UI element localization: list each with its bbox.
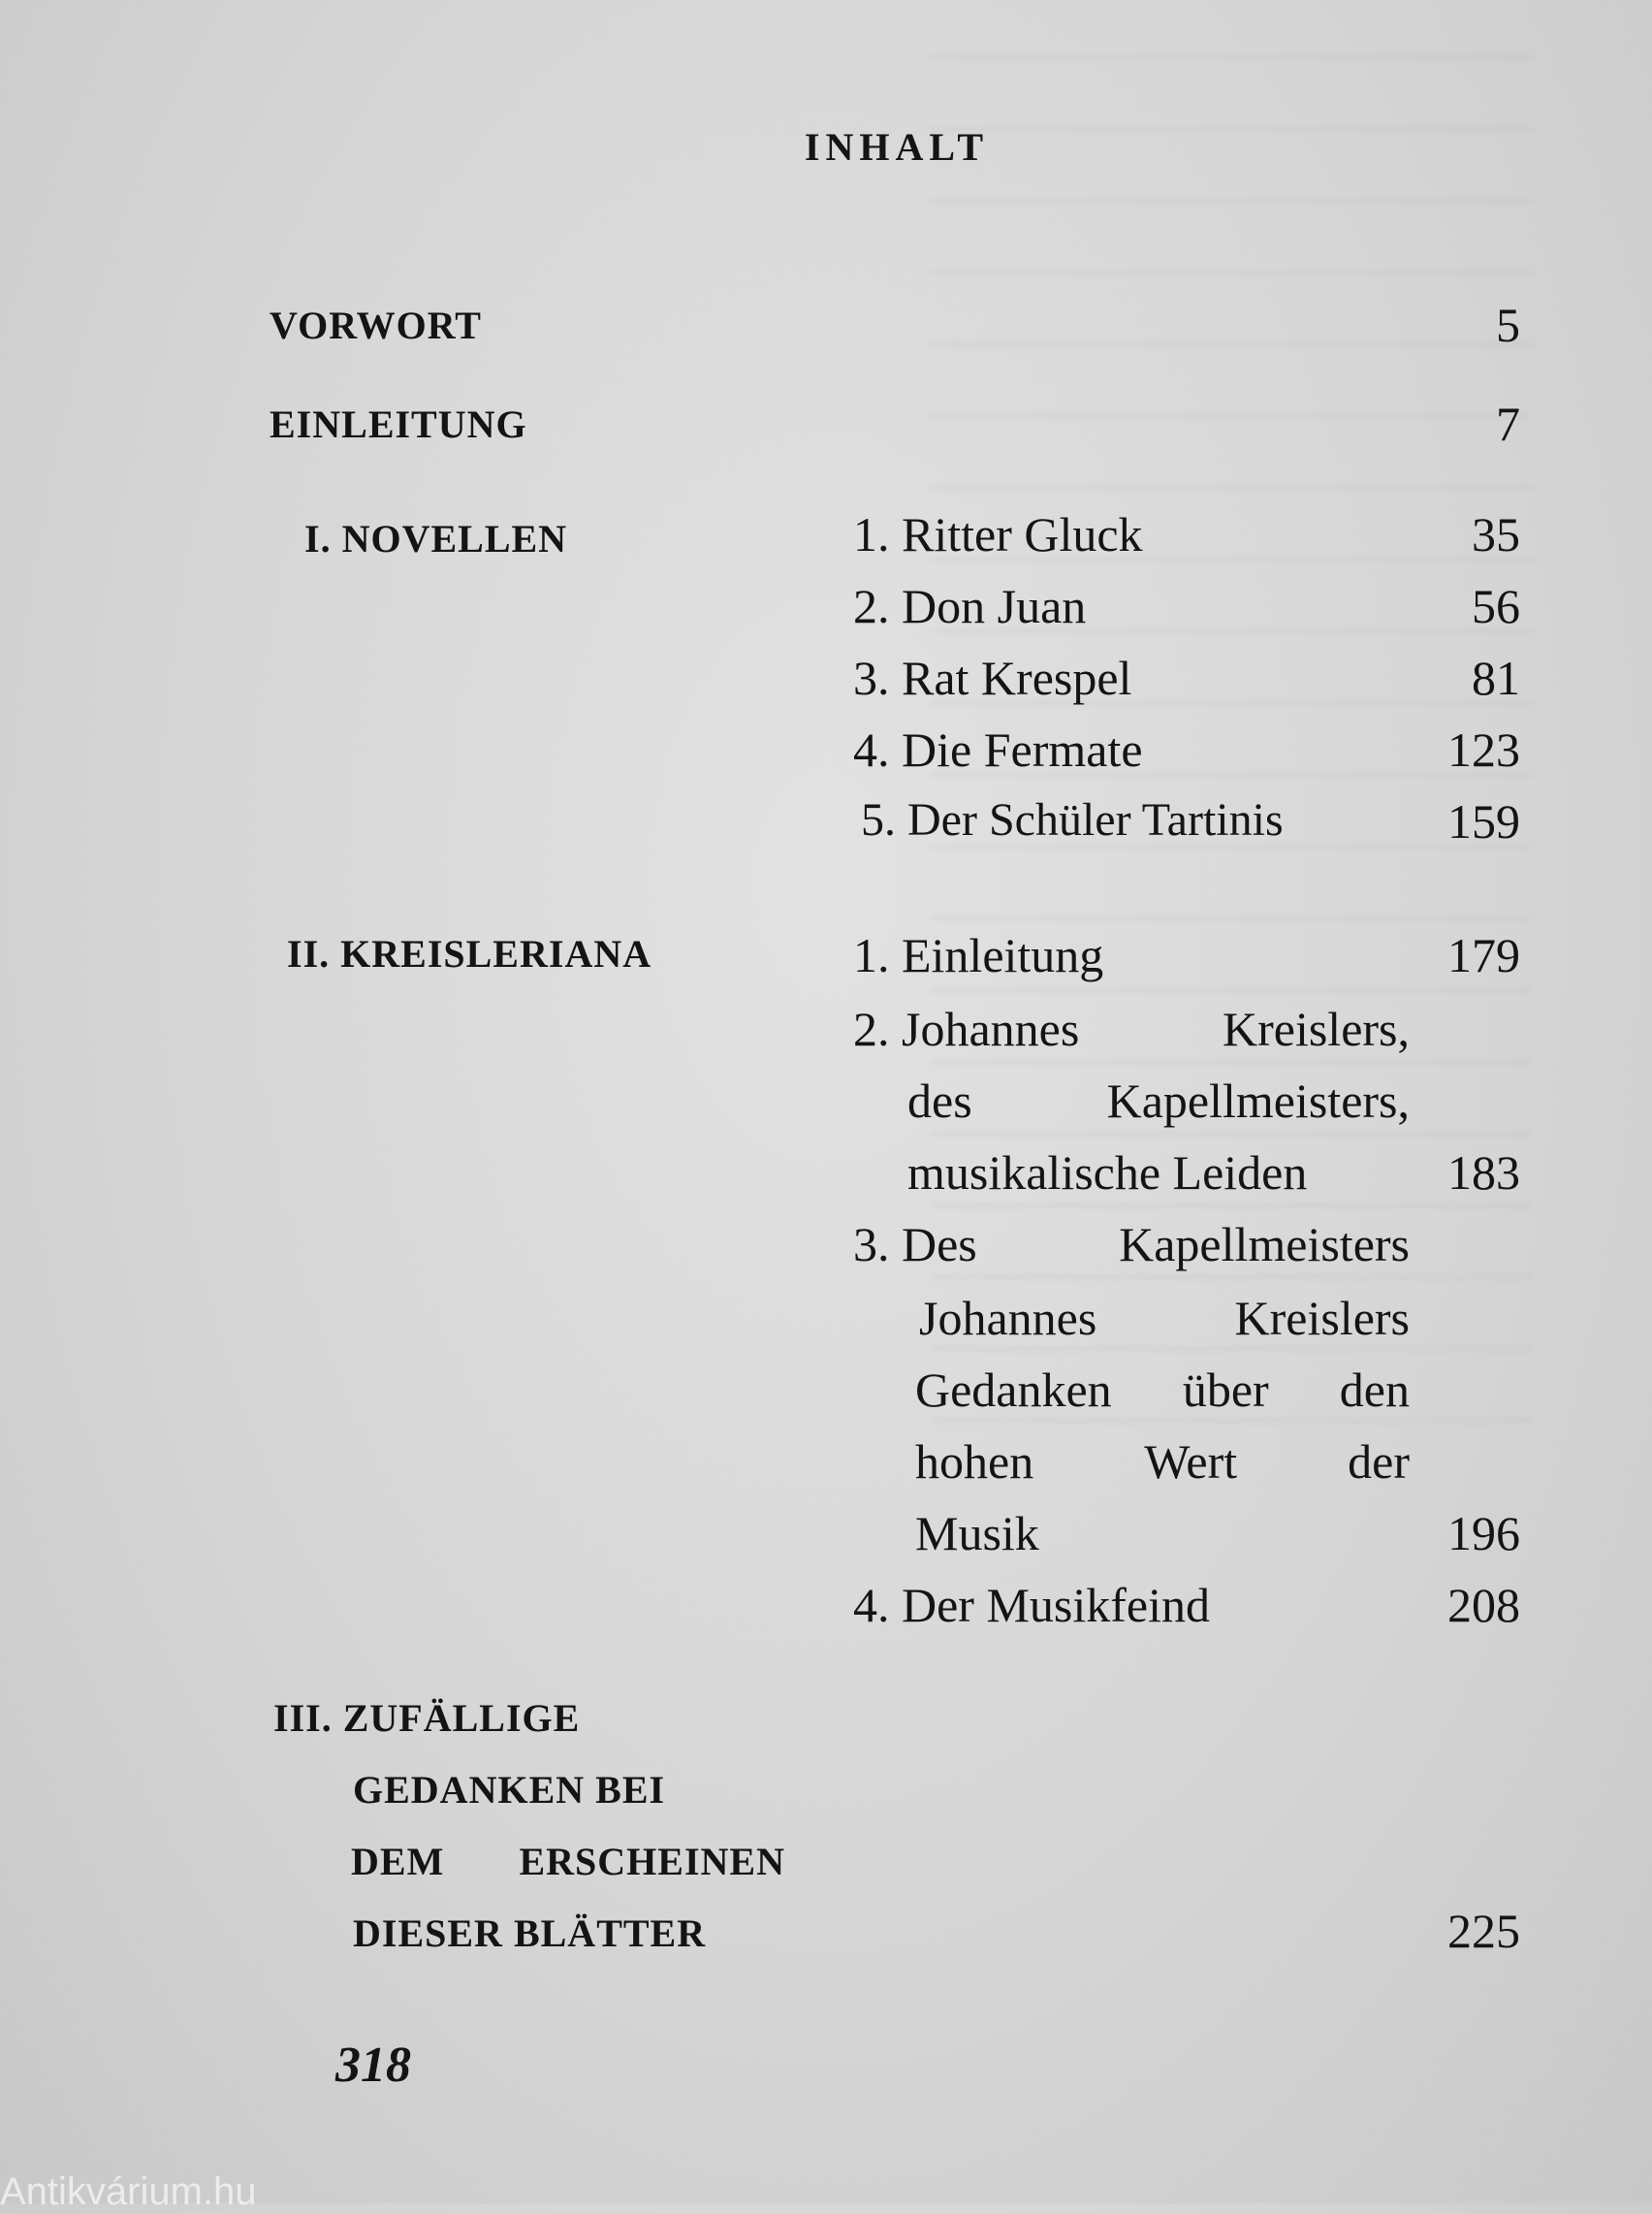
- text-fragment: hohen: [915, 1434, 1034, 1489]
- toc-item-gedanken-musik-line1: [853, 1216, 1410, 1272]
- toc-item-musikfeind-page: 208: [1447, 1578, 1520, 1632]
- toc-item-kreislers-leiden-line1: [853, 1001, 1410, 1057]
- toc-item-ritter-gluck-page: 35: [1472, 507, 1520, 562]
- page-title: INHALT: [804, 125, 990, 169]
- section-zufaellige-line2: GEDANKEN BEI: [353, 1768, 666, 1812]
- text-fragment: den: [1339, 1363, 1410, 1417]
- toc-item-gedanken-musik-line2: [919, 1290, 1410, 1346]
- toc-item-don-juan: 2. Don Juan: [853, 579, 1087, 633]
- text-fragment: der: [1348, 1434, 1410, 1489]
- text-fragment: Wert: [1144, 1434, 1238, 1489]
- text-fragment: ERSCHEINEN: [519, 1840, 785, 1883]
- watermark: Antikvárium.hu: [0, 2170, 257, 2213]
- section-kreisleriana-label: II. KREISLERIANA: [287, 932, 652, 976]
- toc-vorwort-page: 5: [1496, 298, 1520, 352]
- toc-item-rat-krespel: 3. Rat Krespel: [853, 651, 1132, 705]
- section-zufaellige-line4: DIESER BLÄTTER: [353, 1911, 707, 1955]
- text-fragment: Kapellmeisters: [1119, 1217, 1410, 1271]
- page-number: 318: [335, 2038, 411, 2093]
- text-fragment: Gedanken: [915, 1363, 1112, 1417]
- toc-item-ritter-gluck: 1. Ritter Gluck: [853, 507, 1143, 562]
- toc-item-die-fermate-page: 123: [1447, 722, 1520, 777]
- section-zufaellige-page: 225: [1447, 1904, 1520, 1958]
- toc-vorwort-label: VORWORT: [270, 304, 482, 347]
- toc-item-don-juan-page: 56: [1472, 579, 1520, 633]
- text-fragment: über: [1182, 1363, 1269, 1417]
- text-fragment: 3. Des: [853, 1217, 977, 1271]
- section-zufaellige-line3: [351, 1839, 785, 1884]
- toc-item-die-fermate: 4. Die Fermate: [853, 722, 1143, 777]
- toc-item-gedanken-musik-line5: Musik: [915, 1506, 1039, 1560]
- toc-item-gedanken-musik-line3: [915, 1362, 1410, 1418]
- toc-item-kreislers-leiden-line2: [907, 1073, 1410, 1129]
- text-fragment: DEM: [351, 1840, 445, 1883]
- toc-item-gedanken-musik-page: 196: [1447, 1506, 1520, 1560]
- toc-item-einleitung-page: 179: [1447, 928, 1520, 982]
- text-fragment: Kreislers: [1234, 1291, 1410, 1345]
- text-fragment: 2. Johannes: [853, 1002, 1080, 1056]
- toc-item-schueler-tartinis: 5. Der Schüler Tartinis: [861, 794, 1284, 846]
- toc-item-einleitung: 1. Einleitung: [853, 928, 1104, 982]
- toc-einleitung-label: EINLEITUNG: [270, 402, 527, 446]
- toc-item-kreislers-leiden-page: 183: [1447, 1145, 1520, 1200]
- toc-item-musikfeind: 4. Der Musikfeind: [853, 1578, 1210, 1632]
- toc-item-gedanken-musik-line4: [915, 1433, 1410, 1490]
- section-novellen-label: I. NOVELLEN: [304, 517, 568, 561]
- section-zufaellige-line1: III. ZUFÄLLIGE: [273, 1696, 581, 1740]
- toc-item-kreislers-leiden-line3: musikalische Leiden: [907, 1145, 1308, 1200]
- toc-item-schueler-tartinis-page: 159: [1447, 794, 1520, 849]
- text-fragment: Johannes: [919, 1291, 1097, 1345]
- toc-einleitung-page: 7: [1496, 397, 1520, 451]
- text-fragment: Kreislers,: [1223, 1002, 1410, 1056]
- toc-item-rat-krespel-page: 81: [1472, 651, 1520, 705]
- text-fragment: des: [907, 1074, 972, 1128]
- text-fragment: Kapellmeisters,: [1106, 1074, 1410, 1128]
